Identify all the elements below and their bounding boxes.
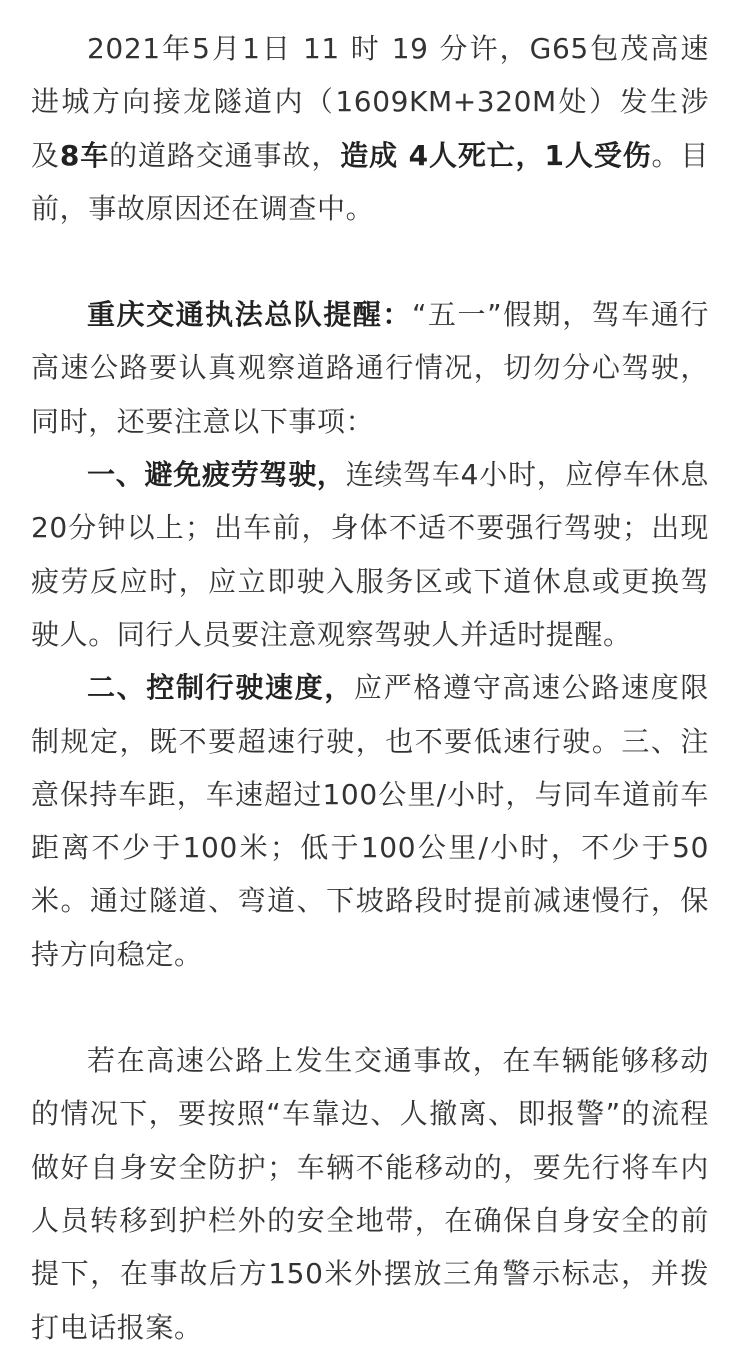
- accident-report-paragraph: [31, 22, 709, 235]
- speed-control-text: 应严格遵守高速公路速度限制规定，既不要超速行驶，也不要低速行驶。三、注意保持车距，车速超过100公里/小时，与同车道前车距离不少于100米；低于100公里/小时，不少于50米。通过隧道、弯道、下坡路段时提前减速慢行，保持方向稳定。: [31, 671, 709, 971]
- paragraph-spacer: [31, 235, 709, 288]
- fatigue-driving-heading: 一、避免疲劳驾驶，: [87, 458, 346, 492]
- paragraph-spacer: [31, 981, 709, 1034]
- accident-type-text: 的道路交通事故，: [109, 138, 341, 172]
- fatigue-driving-text: 连续驾车4小时，应停车休息20分钟以上；出车前，身体不适不要强行驾驶；出现疲劳反应时，应立即驶入服务区或下道休息或更换驾驶人。同行人员要注意观察驾驶人并适时提醒。: [31, 458, 709, 651]
- speed-control-heading: 二、控制行驶速度，: [87, 671, 355, 705]
- accident-procedure-text: 若在高速公路上发生交通事故，在车辆能够移动的情况下，要按照“车靠边、人撤离、即报警”的流程做好自身安全防护；车辆不能移动的，要先行将车内人员转移到护栏外的安全地带，在确保自身安全的前提下，在事故后方150米外摆放三角警示标志，并拨打电话报案。: [31, 1044, 709, 1344]
- speed-control-paragraph: [31, 661, 709, 981]
- accident-time-location-text: 2021年5月1日 11 时 19 分许，G65包茂高速进城方向接龙隧道内（1609KM+320M处）发生涉及: [31, 32, 709, 172]
- accident-procedure-paragraph: [31, 1034, 709, 1354]
- vehicle-count-highlight: 8车: [59, 138, 110, 172]
- casualty-highlight: 造成 4人死亡，1人受伤: [340, 138, 652, 172]
- fatigue-driving-paragraph: [31, 448, 709, 661]
- investigation-status-text: 。目前，事故原因还在调查中。: [31, 138, 709, 225]
- reminder-source-highlight: 重庆交通执法总队提醒：: [87, 298, 412, 332]
- reminder-intro-text: “五一”假期，驾车通行高速公路要认真观察道路通行情况，切勿分心驾驶，同时，还要注意以下事项：: [31, 298, 709, 438]
- reminder-intro-paragraph: [31, 288, 709, 448]
